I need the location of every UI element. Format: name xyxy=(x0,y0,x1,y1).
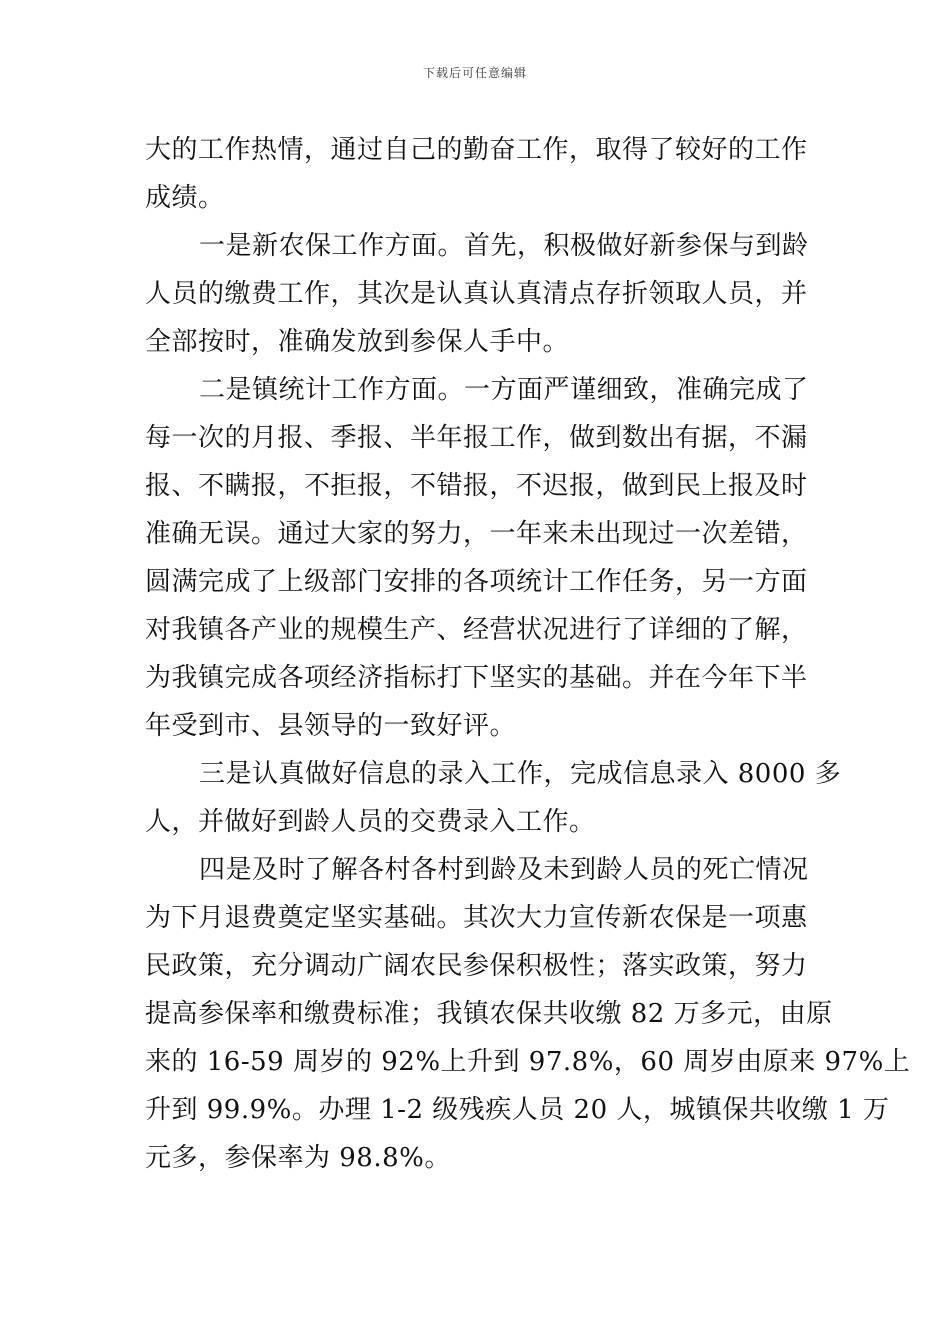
text-line: 元多，参保率为 98.8%。 xyxy=(145,1143,451,1173)
paragraph xyxy=(145,846,911,1182)
text-line: 为下月退费奠定坚实基础。其次大力宣传新农保是一项惠 xyxy=(145,903,808,933)
page-header-note: 下载后可任意编辑 xyxy=(422,66,527,80)
text-line: 提高参保率和缴费标准；我镇农保共收缴 82 万多元，由原 xyxy=(145,999,833,1029)
paragraph xyxy=(145,222,809,366)
text-line: 一是新农保工作方面。首先，积极做好新参保与到龄 xyxy=(199,231,809,261)
text-line: 大的工作热情，通过自己的勤奋工作，取得了较好的工作 xyxy=(145,135,808,165)
text-line: 对我镇各产业的规模生产、经营状况进行了详细的了解， xyxy=(145,615,808,645)
text-line: 来的 16-59 周岁的 92%上升到 97.8%，60 周岁由原来 97%上 xyxy=(145,1047,911,1077)
document-body xyxy=(145,126,911,1182)
text-line: 成绩。 xyxy=(145,183,225,213)
paragraph xyxy=(145,750,842,846)
text-line: 民政策，充分调动广阔农民参保积极性；落实政策，努力 xyxy=(145,951,808,981)
text-line: 四是及时了解各村各村到龄及未到龄人员的死亡情况 xyxy=(199,855,809,885)
paragraph xyxy=(145,366,809,750)
text-line: 全部按时，准确发放到参保人手中。 xyxy=(145,327,570,357)
text-line: 年受到市、县领导的一致好评。 xyxy=(145,711,517,741)
text-line: 报、不瞒报，不拒报，不错报，不迟报，做到民上报及时 xyxy=(145,471,808,501)
text-line: 人，并做好到龄人员的交费录入工作。 xyxy=(145,807,596,837)
paragraph xyxy=(145,126,809,222)
text-line: 三是认真做好信息的录入工作，完成信息录入 8000 多 xyxy=(199,759,842,789)
text-line: 为我镇完成各项经济指标打下坚实的基础。并在今年下半 xyxy=(145,663,808,693)
text-line: 每一次的月报、季报、半年报工作，做到数出有据，不漏 xyxy=(145,423,808,453)
text-line: 圆满完成了上级部门安排的各项统计工作任务，另一方面 xyxy=(145,567,808,597)
text-line: 人员的缴费工作，其次是认真认真清点存折领取人员，并 xyxy=(145,279,808,309)
text-line: 准确无误。通过大家的努力，一年来未出现过一次差错， xyxy=(145,519,808,549)
text-line: 二是镇统计工作方面。一方面严谨细致，准确完成了 xyxy=(199,375,809,405)
text-line: 升到 99.9%。办理 1-2 级残疾人员 20 人，城镇保共收缴 1 万 xyxy=(145,1095,890,1125)
